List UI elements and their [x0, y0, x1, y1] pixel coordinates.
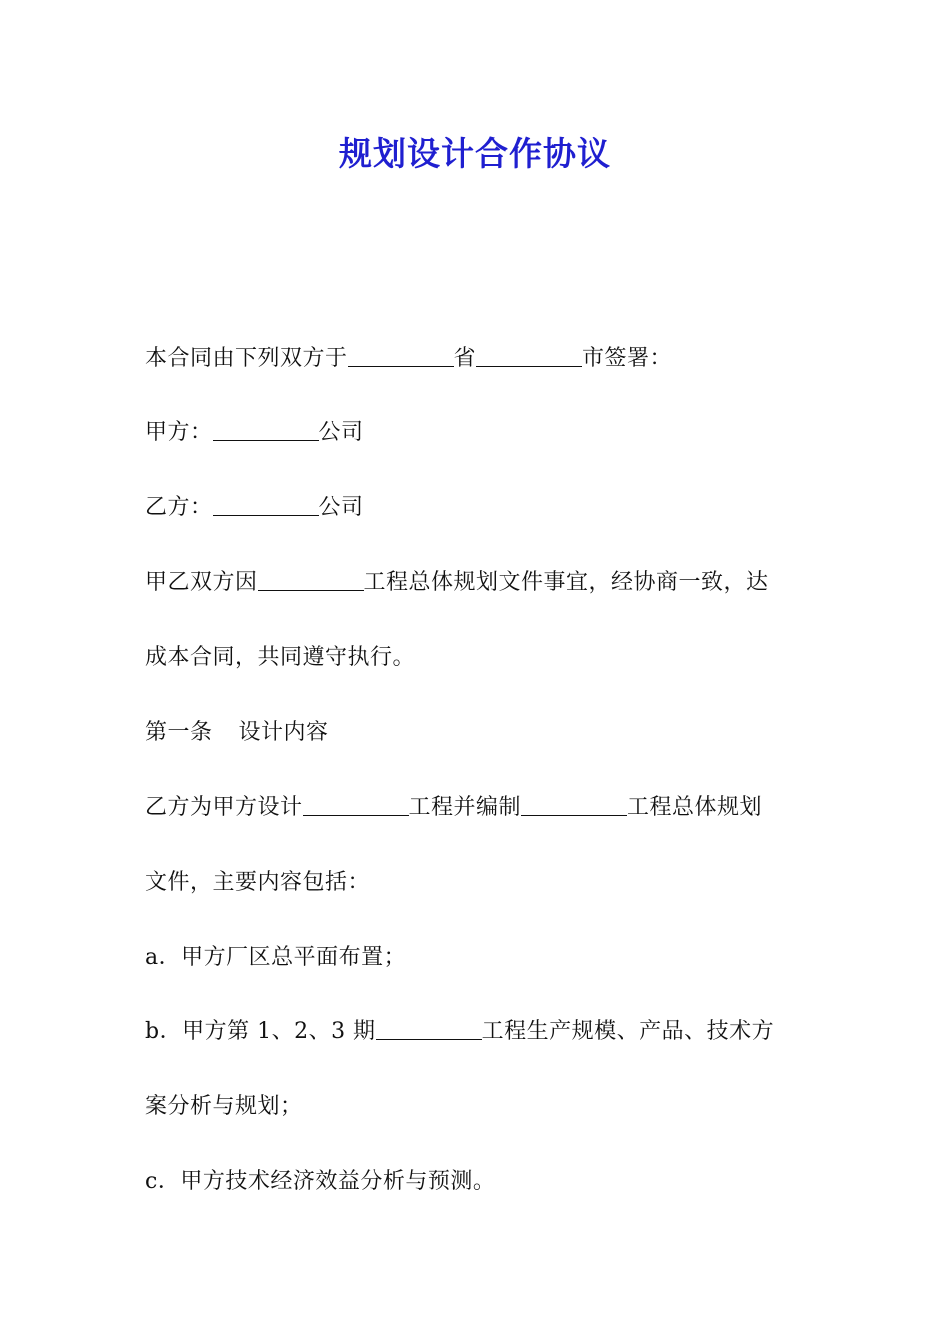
text-segment: 工程总体规划文件事宜，经协商一致，达: [363, 570, 769, 595]
text-segment: 本合同由下列双方于: [145, 346, 348, 371]
text-segment: 省: [453, 346, 477, 371]
blank-field-party-b: [213, 495, 319, 516]
purpose-paragraph-line-1: [145, 568, 815, 598]
text-segment: b．甲方第 1、2、3 期: [145, 1019, 376, 1044]
article-label: 第一条: [145, 720, 213, 745]
article-1-heading: [145, 718, 815, 748]
text-segment: 公司: [318, 420, 364, 445]
party-a-line: [145, 418, 815, 448]
text-segment: 工程总体规划: [627, 795, 763, 820]
blank-field-phase-project: [376, 1019, 482, 1040]
text-segment: 工程生产规模、产品、技术方: [481, 1019, 775, 1044]
purpose-paragraph-line-2: 成本合同，共同遵守执行。: [145, 645, 416, 670]
blank-field-plan-project: [521, 795, 627, 816]
design-content-line-1: [145, 793, 815, 823]
text-segment: 乙方为甲方设计: [145, 795, 303, 820]
list-item-b-line-2: 案分析与规划；: [145, 1094, 303, 1119]
text-segment: 甲方：: [145, 420, 213, 445]
text-segment: 公司: [318, 495, 364, 520]
list-item-b-line-1: [145, 1017, 815, 1047]
document-title: 规划设计合作协议: [339, 134, 611, 173]
text-segment: 乙方：: [145, 495, 213, 520]
text-segment: 工程并编制: [408, 795, 522, 820]
blank-field-project: [258, 570, 364, 591]
blank-field-party-a: [213, 420, 319, 441]
blank-field-city: [476, 346, 582, 367]
signing-location-paragraph: [145, 344, 815, 374]
blank-field-province: [348, 346, 454, 367]
design-content-line-2: 文件，主要内容包括：: [145, 870, 371, 895]
text-segment: 市签署：: [582, 346, 673, 371]
article-title: 设计内容: [238, 720, 329, 745]
text-segment: 甲乙双方因: [145, 570, 258, 595]
list-item-c: c．甲方技术经济效益分析与预测。: [145, 1169, 496, 1194]
list-item-a: a．甲方厂区总平面布置；: [145, 945, 407, 970]
party-b-line: [145, 493, 815, 523]
blank-field-design-project: [303, 795, 409, 816]
